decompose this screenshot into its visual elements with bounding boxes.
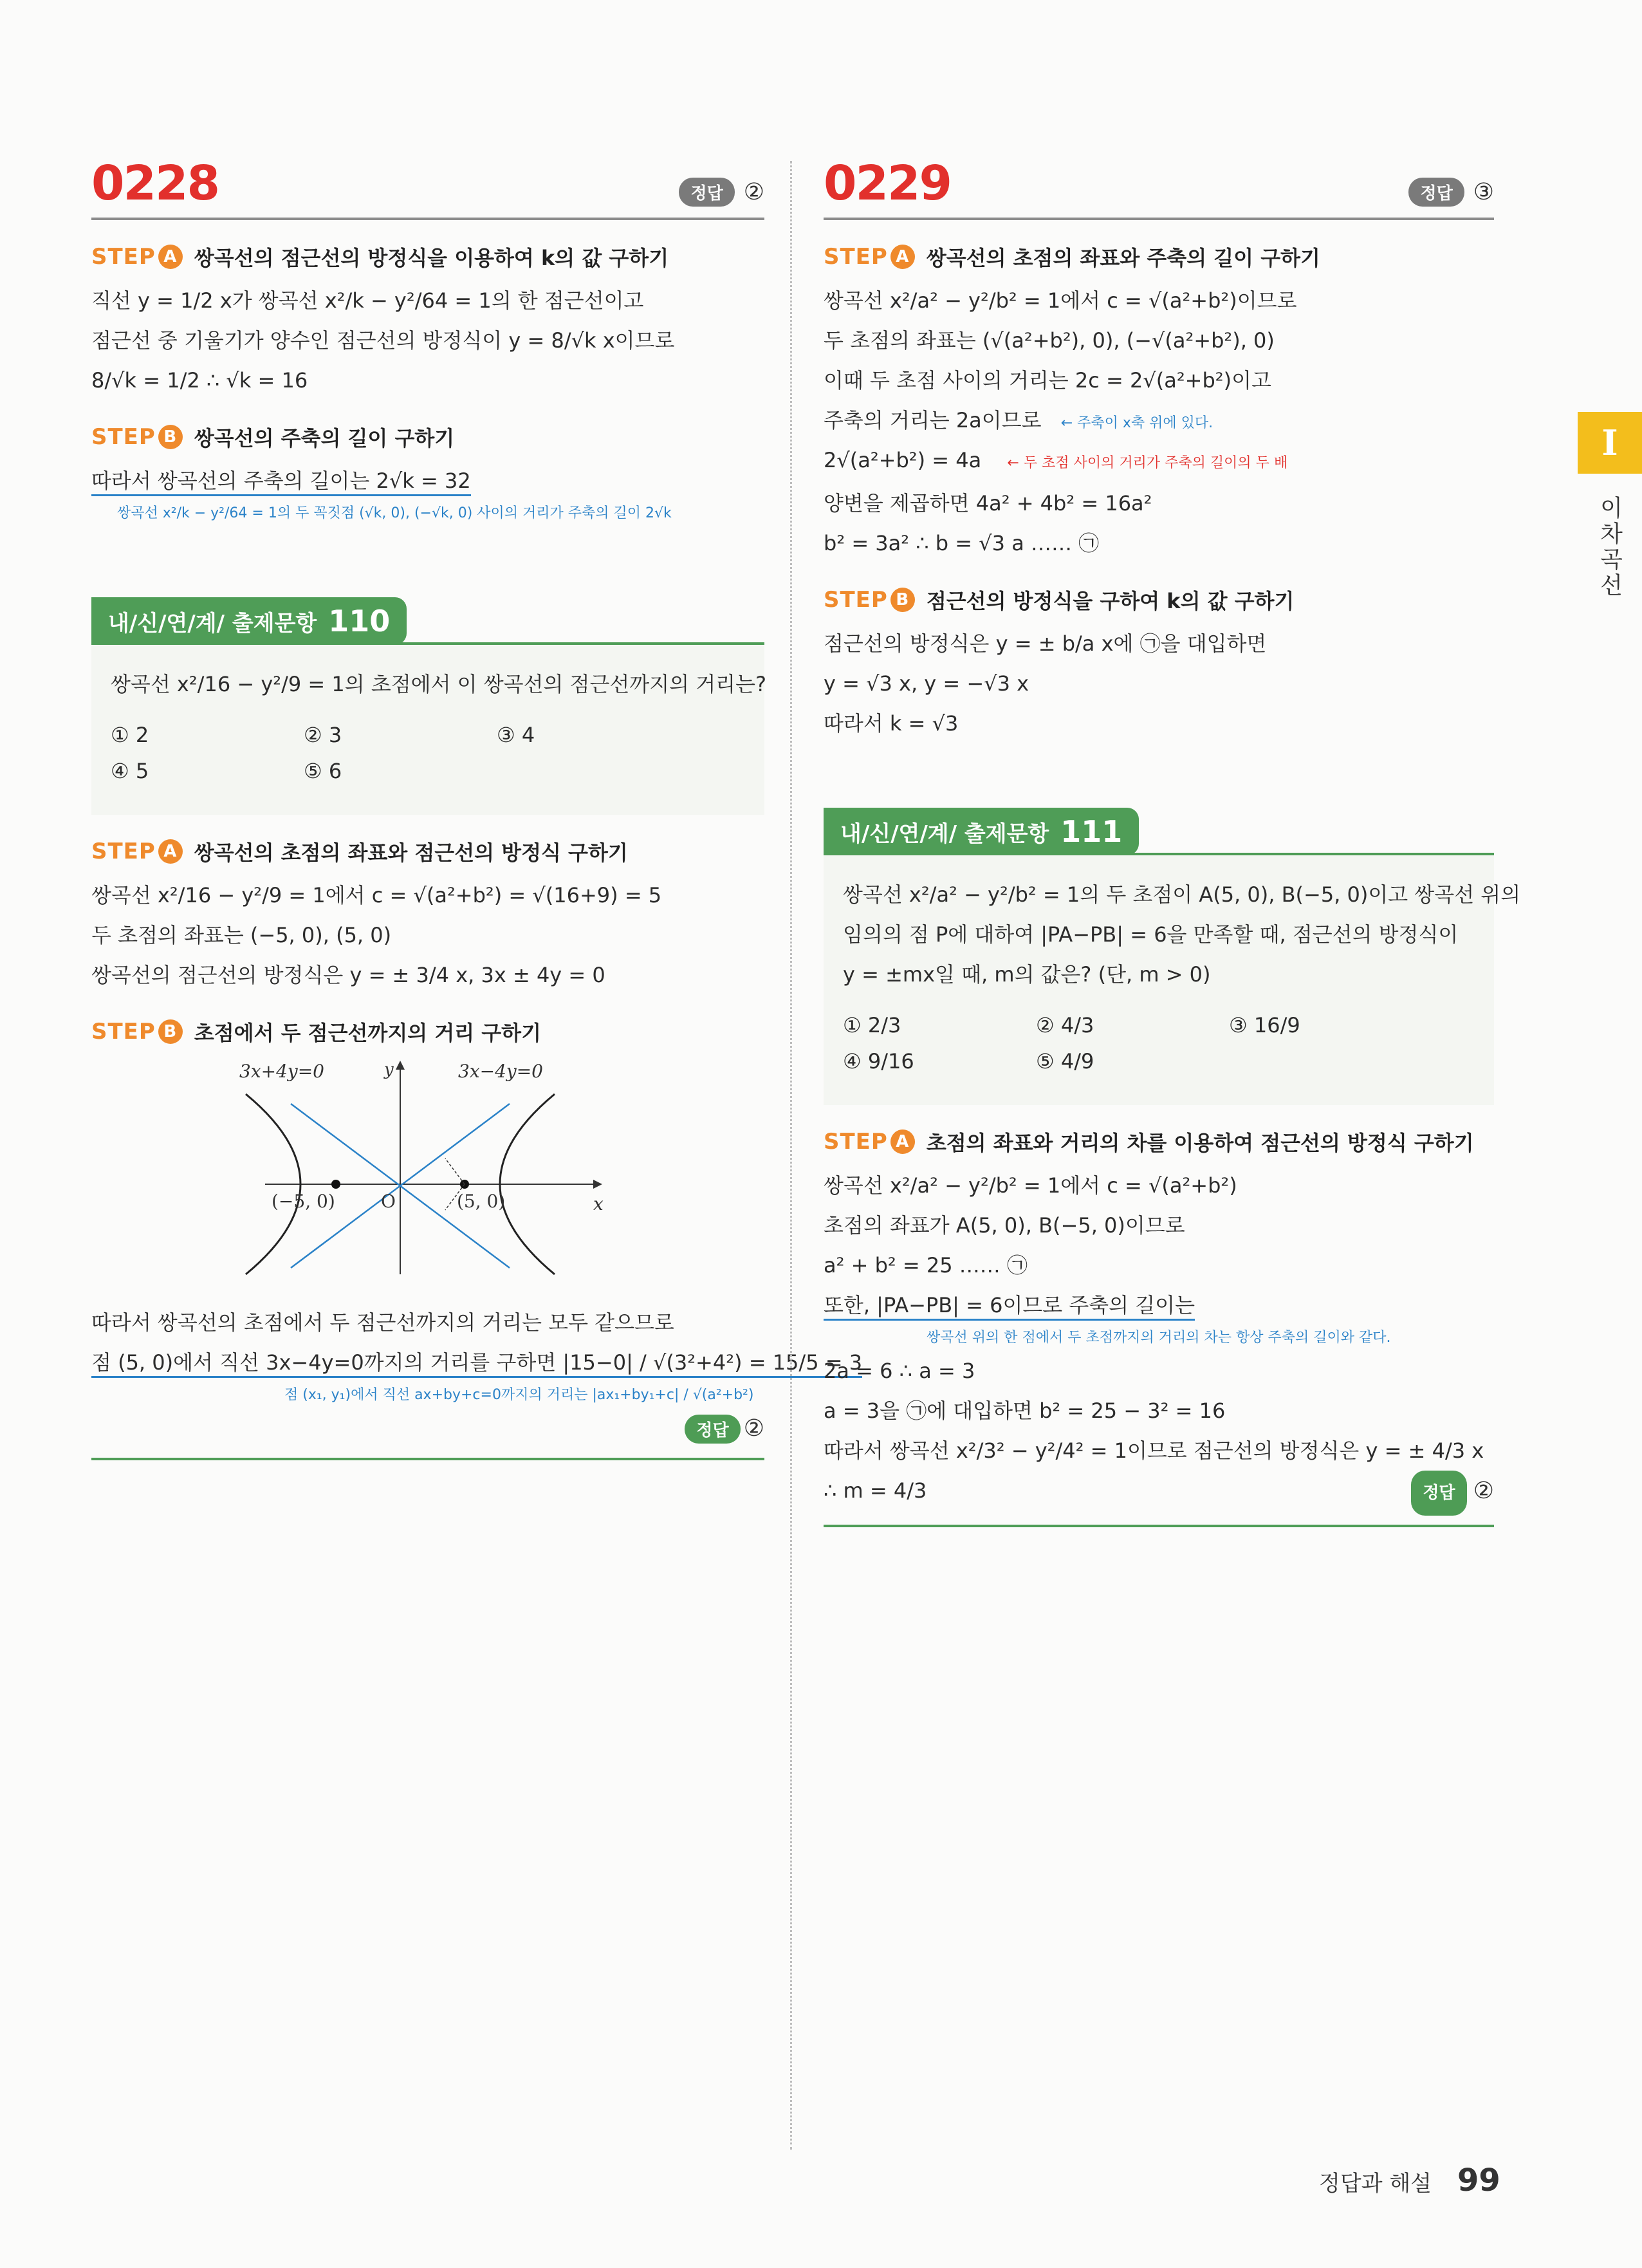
solution-line: a = 3을 ㉠에 대입하면 b² = 25 − 3² = 16 <box>824 1399 1226 1423</box>
right-column <box>824 156 1521 1527</box>
step-b-heading: STEP B 초점에서 두 점근선까지의 거리 구하기 <box>91 1019 541 1045</box>
solution-line: y = √3 x, y = −√3 x <box>824 671 1029 696</box>
answer-badge: 정답 ② <box>1411 1471 1494 1516</box>
choice-3[interactable]: ③ 16/9 <box>1229 1013 1300 1037</box>
step-a-heading <box>91 242 764 272</box>
step-a-heading: STEP A 쌍곡선의 초점의 좌표와 주축의 길이 구하기 <box>824 244 1320 270</box>
solution-line: 2√(a²+b²) = 4a ← 두 초점 사이의 거리가 주축의 길이의 두 배 <box>824 448 1288 472</box>
page-footer <box>1319 2162 1500 2198</box>
page-number: 99 <box>1457 2162 1500 2198</box>
answer-badge <box>679 178 764 207</box>
label-origin: O <box>381 1191 396 1212</box>
choices <box>843 1007 1475 1079</box>
problem-number: 0229 <box>824 156 951 211</box>
solution-line: 양변을 제곱하면 4a² + 4b² = 16a² <box>824 491 1152 516</box>
solution-line: 따라서 쌍곡선의 주축의 길이는 2√k = 32 <box>91 461 764 501</box>
solution-line: 또한, |PA−PB| = 6이므로 주축의 길이는 <box>824 1285 1494 1325</box>
answer-badge: 정답 ② <box>91 1415 764 1444</box>
solution-line: 직선 y = 1/2 x가 쌍곡선 x²/k − y²/64 = 1의 한 점근선이고 <box>91 288 644 313</box>
related-problem-111 <box>824 808 1521 1527</box>
solution-line: 두 초점의 좌표는 (√(a²+b²), 0), (−√(a²+b²), 0) <box>824 328 1275 353</box>
step-title: 쌍곡선의 주축의 길이 구하기 <box>194 426 455 451</box>
label-y-axis: y <box>384 1060 394 1079</box>
choice-3[interactable]: ③ 4 <box>497 723 535 747</box>
red-annotation: ← 두 초점 사이의 거리가 주축의 길이의 두 배 <box>1007 455 1288 471</box>
solution-line: 따라서 k = √3 <box>824 711 959 736</box>
related-box <box>824 853 1521 1105</box>
y-axis-arrow <box>396 1061 405 1070</box>
related-tab: 내/신/연/계/ 출제문항 110 <box>91 597 407 645</box>
problem-number: 0228 <box>91 156 219 211</box>
solution-line: 초점의 좌표가 A(5, 0), B(−5, 0)이므로 <box>824 1213 1185 1238</box>
footer-label: 정답과 해설 <box>1319 2171 1432 2197</box>
solution-line: 따라서 쌍곡선의 초점에서 두 점근선까지의 거리는 모두 같으므로 <box>91 1310 674 1335</box>
chapter-tab: I <box>1578 412 1642 474</box>
solution-line: 2a = 6 ∴ a = 3 <box>824 1359 975 1383</box>
solution-line: 쌍곡선 x²/16 − y²/9 = 1에서 c = √(a²+b²) = √(16+9) = 5 <box>91 883 662 907</box>
solution-line: ∴ m = 4/3 정답 ② <box>824 1471 1494 1510</box>
choice-4[interactable]: ④ 5 <box>111 759 149 783</box>
label-focus-left: (−5, 0) <box>272 1191 335 1212</box>
step-label: STEP B <box>91 424 183 450</box>
solution-line: b² = 3a² ∴ b = √3 a …… ㉠ <box>824 531 1100 555</box>
choice-5[interactable]: ⑤ 6 <box>304 759 342 783</box>
step-a-heading: STEP A 쌍곡선의 초점의 좌표와 점근선의 방정식 구하기 <box>91 839 628 865</box>
chapter-title: 이차곡선 <box>1596 496 1623 599</box>
choice-2[interactable]: ② 4/3 <box>1036 1013 1094 1037</box>
choice-2[interactable]: ② 3 <box>304 723 342 747</box>
label-focus-right: (5, 0) <box>457 1191 506 1212</box>
answer-value: ② <box>743 179 764 205</box>
solution-line: 점 (5, 0)에서 직선 3x−4y=0까지의 거리를 구하면 |15−0| / √(3²+4²) = 15/5 = 3 <box>91 1343 764 1382</box>
blue-annotation: 쌍곡선 x²/k − y²/64 = 1의 두 꼭짓점 (√k, 0), (−√k, 0) 사이의 거리가 주축의 길이 2√k <box>117 505 672 521</box>
blue-annotation: 쌍곡선 위의 한 점에서 두 초점까지의 거리의 차는 항상 주축의 길이와 같다. <box>927 1330 1391 1346</box>
hyperbola-graph <box>239 1055 613 1287</box>
label-asym-left: 3x+4y=0 <box>239 1061 324 1082</box>
label-x-axis: x <box>593 1193 604 1214</box>
step-label: STEP A <box>91 244 183 270</box>
end-rule <box>824 1525 1494 1527</box>
problem-0229-header <box>824 156 1494 220</box>
problem-0228-header <box>91 156 764 220</box>
step-b-heading: STEP B 점근선의 방정식을 구하여 k의 값 구하기 <box>824 587 1295 613</box>
solution-line: 점근선 중 기울기가 양수인 점근선의 방정식이 y = 8/√k x이므로 <box>91 328 675 353</box>
question-text: 임의의 점 P에 대하여 |PA−PB| = 6을 만족할 때, 점근선의 방정식이 <box>843 922 1459 947</box>
step-b-heading <box>91 422 764 452</box>
answer-label: 정답 <box>679 178 734 207</box>
x-axis-arrow <box>593 1180 602 1189</box>
choice-1[interactable]: ① 2 <box>111 723 149 747</box>
solution-line: 따라서 쌍곡선 x²/3² − y²/4² = 1이므로 점근선의 방정식은 y = ± 4/3 x <box>824 1438 1484 1463</box>
solution-line: a² + b² = 25 …… ㉠ <box>824 1253 1028 1278</box>
related-problem-110 <box>91 597 863 1460</box>
solution-line: 8/√k = 1/2 ∴ √k = 16 <box>91 368 308 393</box>
left-column <box>91 156 863 1460</box>
choice-5[interactable]: ⑤ 4/9 <box>1036 1049 1094 1074</box>
solution-line: 쌍곡선의 점근선의 방정식은 y = ± 3/4 x, 3x ± 4y = 0 <box>91 963 605 987</box>
question-text: 쌍곡선 x²/16 − y²/9 = 1의 초점에서 이 쌍곡선의 점근선까지의 거리는? <box>111 672 766 696</box>
solution-line: 주축의 거리는 2a이므로 ← 주축이 x축 위에 있다. <box>824 408 1213 432</box>
solution-line: 이때 두 초점 사이의 거리는 2c = 2√(a²+b²)이고 <box>824 368 1271 393</box>
question-text: y = ±mx일 때, m의 값은? (단, m > 0) <box>843 962 1211 987</box>
related-tab: 내/신/연/계/ 출제문항 111 <box>824 808 1139 855</box>
question-text: 쌍곡선 x²/a² − y²/b² = 1의 두 초점이 A(5, 0), B(−5, 0)이고 쌍곡선 위의 <box>843 882 1521 907</box>
answer-badge: 정답 ③ <box>1408 178 1494 207</box>
solution-line: 점근선의 방정식은 y = ± b/a x에 ㉠을 대입하면 <box>824 631 1267 656</box>
related-box <box>91 642 764 815</box>
choices <box>111 717 745 789</box>
blue-annotation: ← 주축이 x축 위에 있다. <box>1060 415 1213 431</box>
step-title: 쌍곡선의 점근선의 방정식을 이용하여 k의 값 구하기 <box>194 246 669 270</box>
label-asym-right: 3x−4y=0 <box>458 1061 543 1082</box>
solution-line: 두 초점의 좌표는 (−5, 0), (5, 0) <box>91 923 392 947</box>
solution-line: 쌍곡선 x²/a² − y²/b² = 1에서 c = √(a²+b²) <box>824 1173 1237 1198</box>
choice-4[interactable]: ④ 9/16 <box>843 1049 914 1074</box>
column-divider <box>790 161 792 2150</box>
step-a-heading: STEP A 초점의 좌표와 거리의 차를 이용하여 점근선의 방정식 구하기 <box>824 1129 1474 1155</box>
focus-left-point <box>331 1180 340 1189</box>
solution-line: 쌍곡선 x²/a² − y²/b² = 1에서 c = √(a²+b²)이므로 <box>824 288 1297 313</box>
choice-1[interactable]: ① 2/3 <box>843 1013 901 1037</box>
end-rule <box>91 1458 764 1460</box>
blue-annotation: 점 (x₁, y₁)에서 직선 ax+by+c=0까지의 거리는 |ax₁+by₁+c| / √(a²+b²) <box>284 1387 754 1403</box>
